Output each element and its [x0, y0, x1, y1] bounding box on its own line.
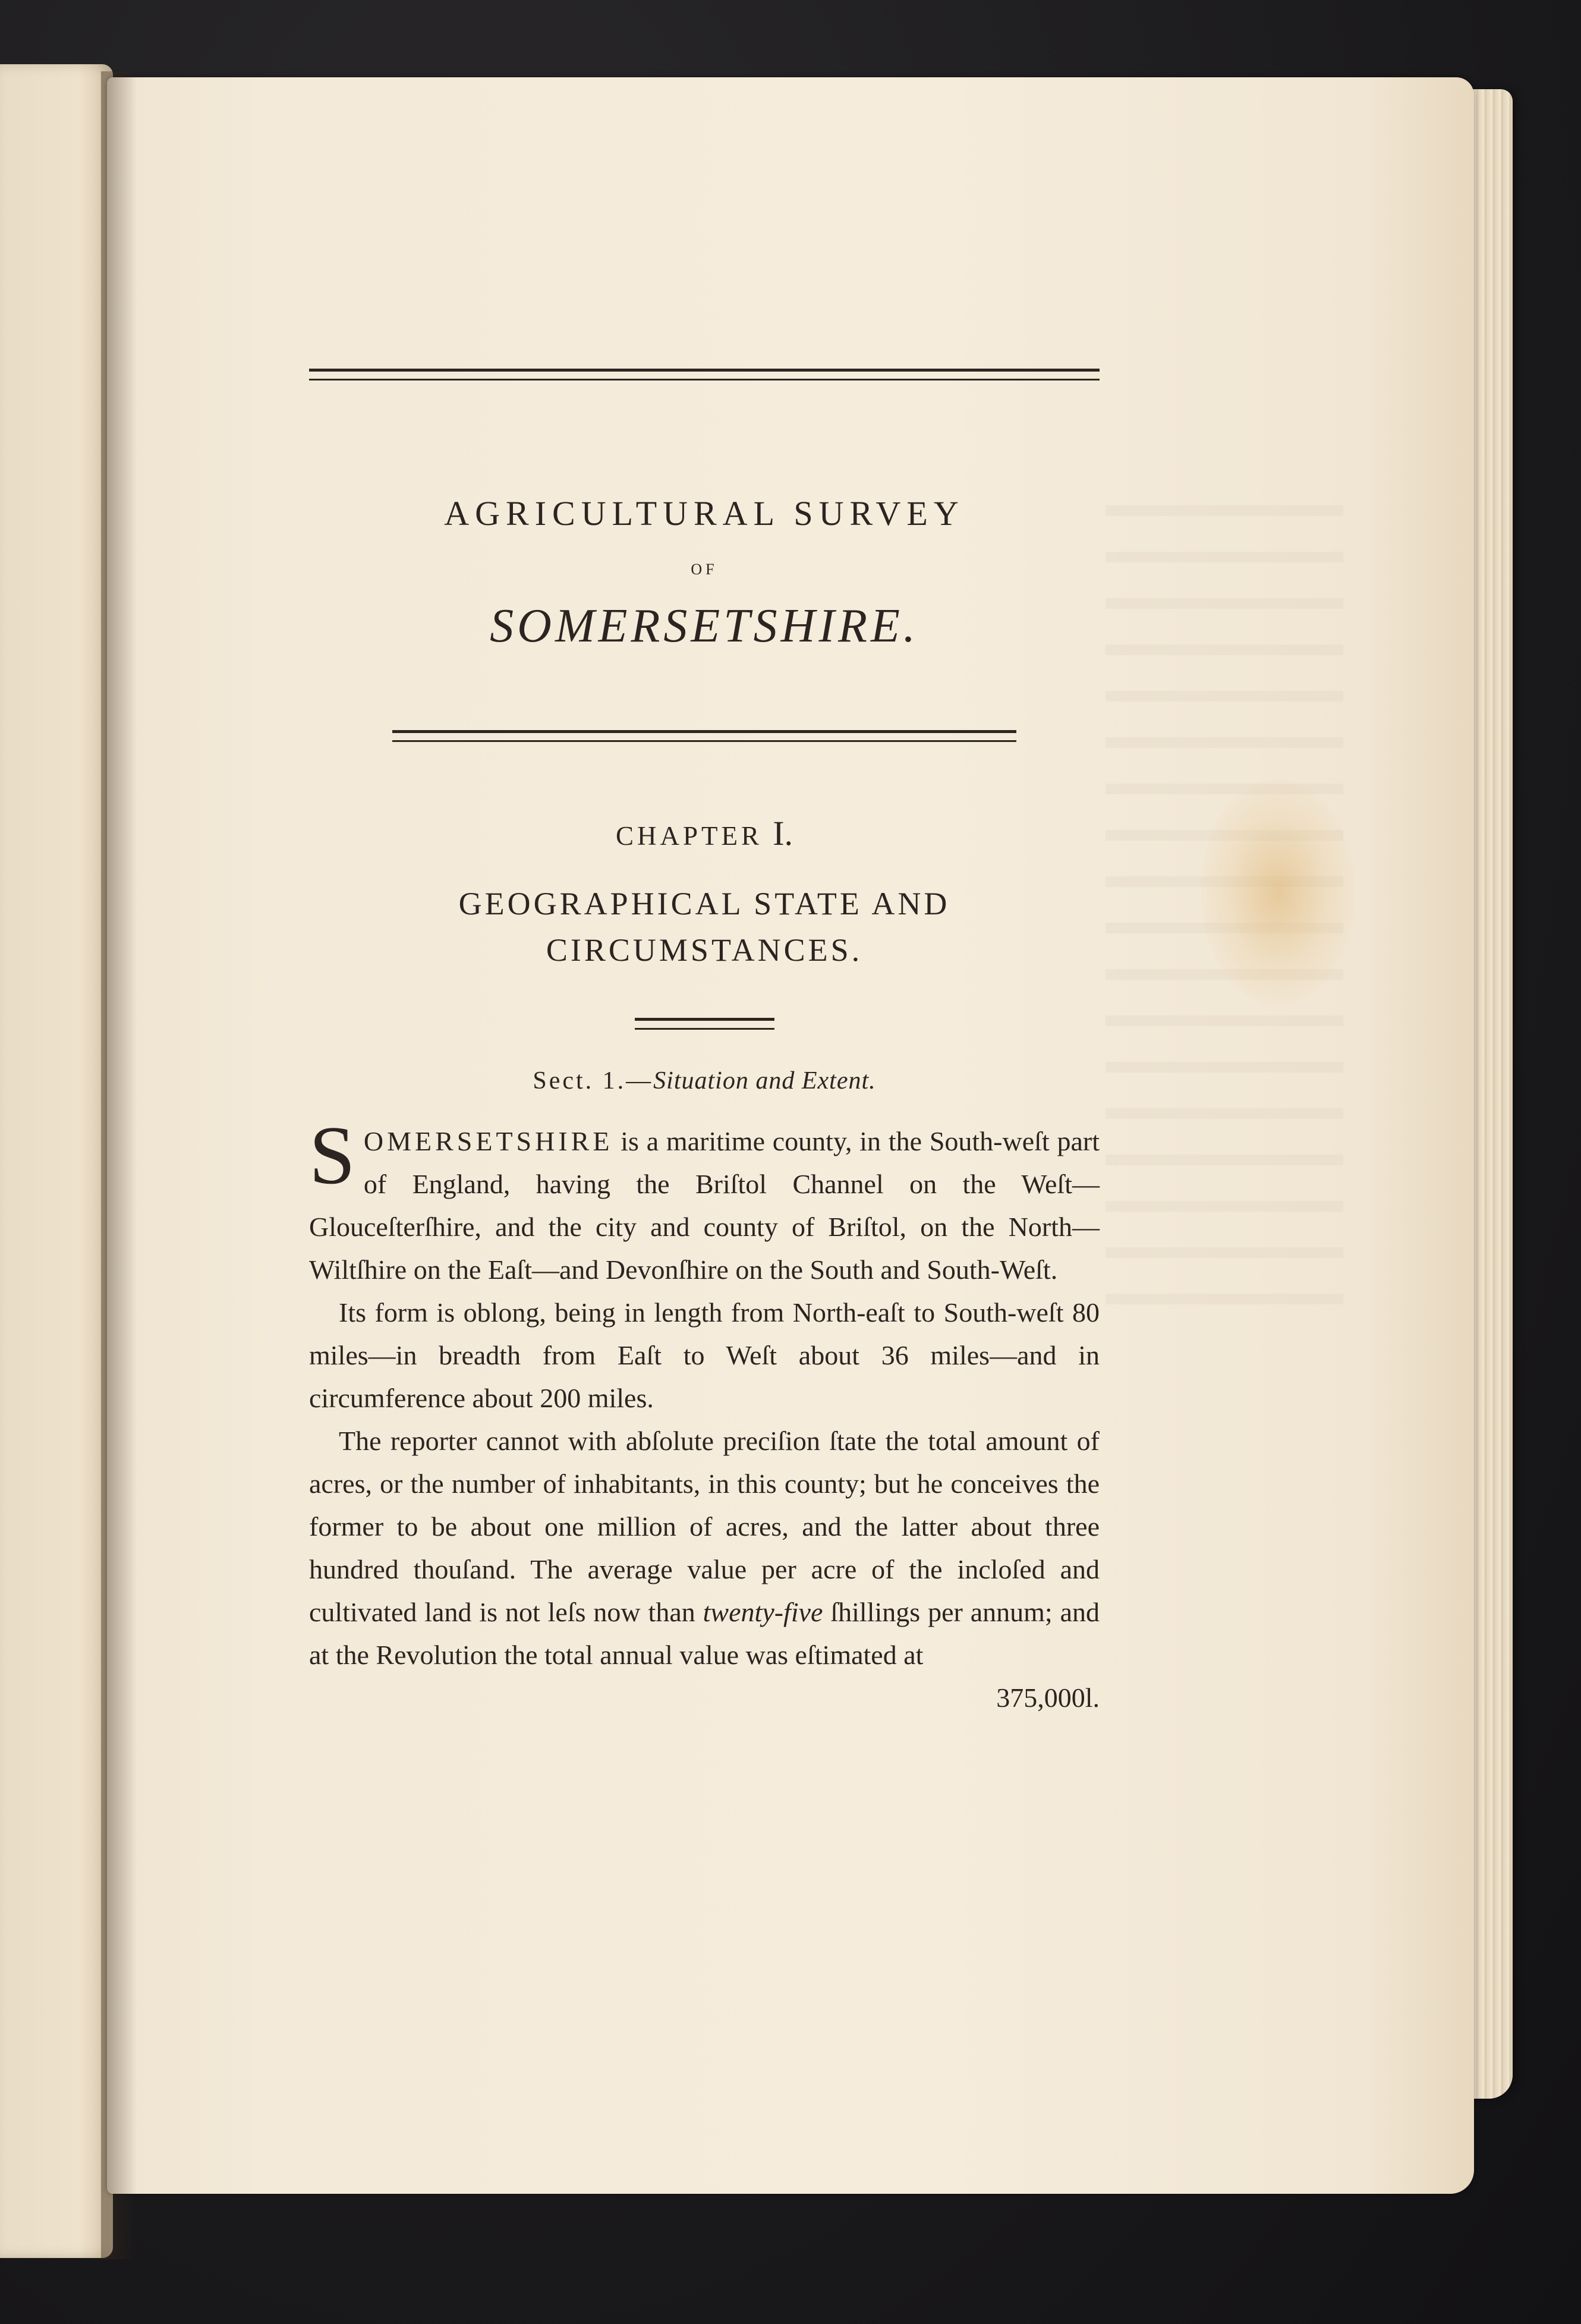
of-word: OF: [691, 561, 718, 578]
page-content: [309, 369, 1100, 1719]
mid-rule-wrap: [309, 730, 1100, 742]
paragraph-3: [309, 1420, 1100, 1677]
chapter-number: I.: [773, 814, 793, 853]
county-title: SOMERSETSHIRE.: [490, 600, 919, 652]
gutter-shadow: [101, 71, 137, 2259]
middle-double-rule: [392, 730, 1016, 742]
foxing-stain: [1201, 779, 1355, 1005]
paragraph-1-text: is a maritime county, in the South-weſt part of England, having the Briſtol Channel on the Weſt—Glouceſterſhire, and the city and county of Briſtol, on the North—Wiltſhire on the Eaſt—and Devonſhire on the South and South-Weſt.: [309, 1126, 1100, 1285]
drop-cap: S: [309, 1109, 355, 1202]
section-label: Sect. 1.—: [533, 1067, 654, 1095]
chapter-title: [309, 880, 1100, 973]
chapter-title-line2: CIRCUMSTANCES.: [546, 932, 863, 968]
paragraph-3-italic: twenty-five: [703, 1597, 823, 1627]
paragraph-2: Its form is oblong, being in length from North-eaſt to South-weſt 80 miles—in breadth from Eaſt to Weſt about 36 miles—and in circumference about 200 miles.: [309, 1297, 1100, 1413]
chapter-heading: [309, 816, 1100, 851]
body-text: [309, 1109, 1100, 1719]
survey-title: AGRICULTURAL SURVEY: [444, 494, 965, 533]
facing-page-edge: [0, 64, 113, 2258]
chapter-label: CHAPTER: [615, 821, 763, 851]
small-rule-wrap: [309, 1018, 1100, 1030]
section-heading: [309, 1068, 1100, 1093]
small-double-rule: [635, 1018, 774, 1030]
catchword: 375,000l.: [996, 1683, 1100, 1713]
section-title: Situation and Extent.: [653, 1067, 876, 1095]
paragraph-1: [309, 1109, 1100, 1291]
top-double-rule: [309, 369, 1100, 380]
first-word: OMERSETSHIRE: [363, 1126, 613, 1156]
paragraph-3-text-a: The reporter cannot with abſolute preciſion ſtate the total amount of acres, or the number of inhabitants, in this county; but he conceives the former to be about one million of acres, and the latter about three hundred thouſand. The average value per acre of the incloſed and cultivated land is not leſs now than: [309, 1426, 1100, 1627]
paragraph-3-text-b: ſhillings per annum; and at the Revolution the total annual value was eſtimated at: [309, 1597, 1100, 1670]
chapter-title-line1: GEOGRAPHICAL STATE AND: [458, 886, 950, 922]
